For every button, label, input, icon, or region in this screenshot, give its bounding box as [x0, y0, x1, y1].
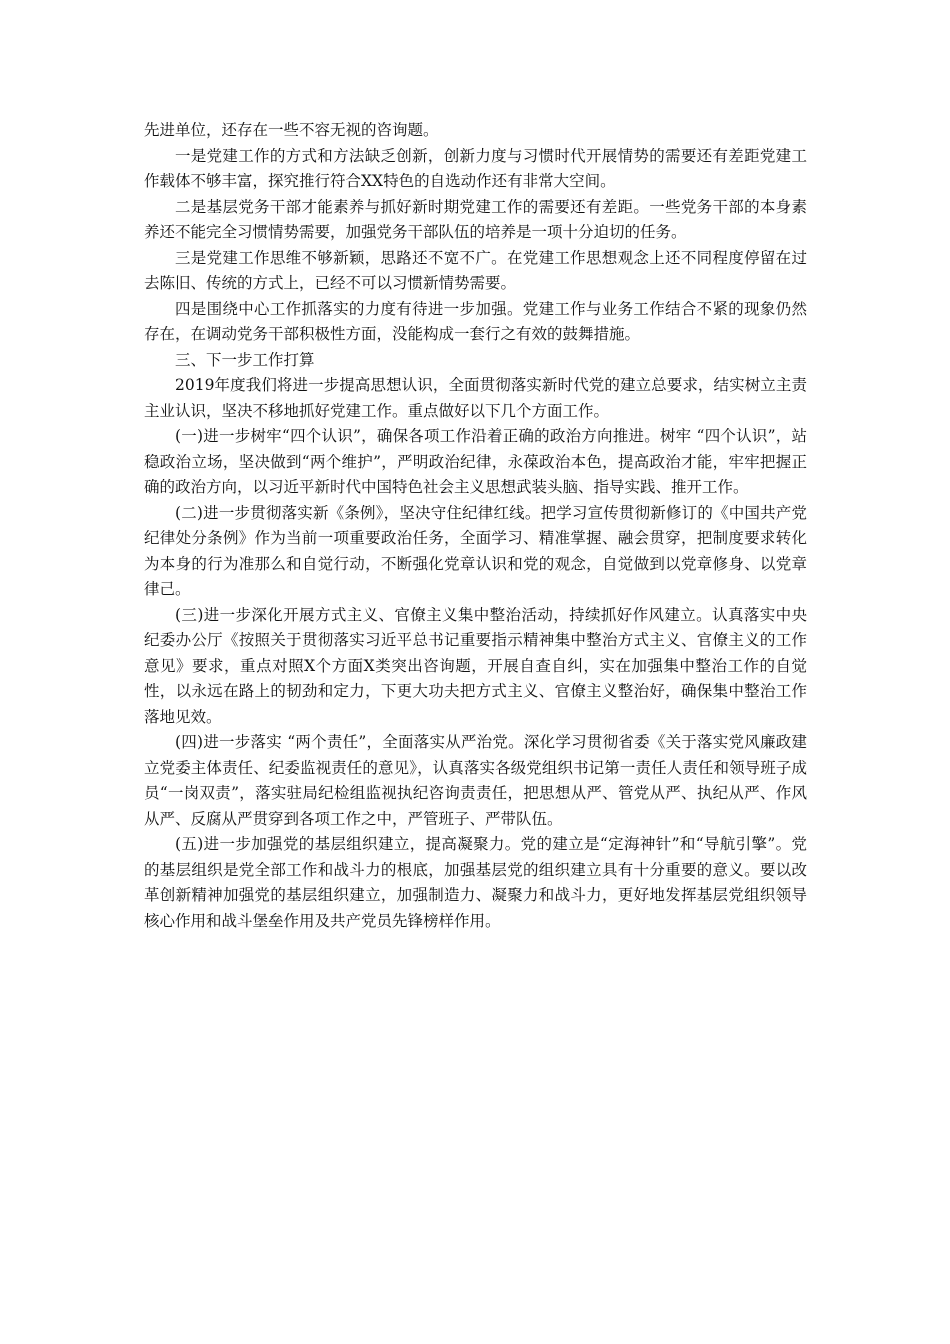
paragraph-plan-5: (五)进一步加强党的基层组织建立，提高凝聚力。党的建立是“定海神针”和“导航引擎”。党的基层组织是党全部工作和战斗力的根底，加强基层党的组织建立具有十分重要的意义。要以改革创新精神加强党的基层组织建立，加强制造力、凝聚力和战斗力，更好地发挥基层党组织领导核心作用和战斗堡垒作用及共产党员先锋榜样作用。: [144, 835, 807, 930]
document-body: [144, 118, 807, 934]
paragraph-problem-1: 一是党建工作的方式和方法缺乏创新，创新力度与习惯时代开展情势的需要还有差距党建工作载体不够丰富，探究推行符合XX特色的自选动作还有非常大空间。: [144, 146, 807, 190]
paragraph-plan-3: (三)进一步深化开展方式主义、官僚主义集中整治活动，持续抓好作风建立。认真落实中央纪委办公厅《按照关于贯彻落实习近平总书记重要指示精神集中整治方式主义、官僚主义的工作意见》要求，重点对照X个方面X类突出咨询题，开展自查自纠，实在加强集中整治工作的自觉性，以永远在路上的韧劲和定力，下更大功夫把方式主义、官僚主义整治好，确保集中整治工作落地见效。: [144, 605, 807, 726]
paragraph-plan-4: (四)进一步落实 “两个责任”，全面落实从严治党。深化学习贯彻省委《关于落实党风廉政建立党委主体责任、纪委监视责任的意见》，认真落实各级党组织书记第一责任人责任和领导班子成员“一岗双责”，落实驻局纪检组监视执纪咨询责责任，把思想从严、管党从严、执纪从严、作风从严、反腐从严贯穿到各项工作之中，严管班子、严带队伍。: [144, 733, 807, 828]
paragraph-plan-intro: 2019年度我们将进一步提高思想认识，全面贯彻落实新时代党的建立总要求，结实树立主责主业认识，坚决不移地抓好党建工作。重点做好以下几个方面工作。: [144, 376, 807, 420]
section-heading-next-steps: 三、下一步工作打算: [175, 350, 315, 369]
paragraph-plan-2: (二)进一步贯彻落实新《条例》，坚决守住纪律红线。把学习宣传贯彻新修订的《中国共产党纪律处分条例》作为当前一项重要政治任务，全面学习、精准掌握、融会贯穿，把制度要求转化为本身的行为准那么和自觉行动，不断强化党章认识和党的观念，自觉做到以党章修身、以党章律己。: [144, 503, 807, 598]
paragraph-continuation: 先进单位，还存在一些不容无视的咨询题。: [144, 121, 439, 139]
paragraph-plan-1: (一)进一步树牢“四个认识”，确保各项工作沿着正确的政治方向推进。树牢 “四个认识”，站稳政治立场，坚决做到“两个维护”，严明政治纪律，永葆政治本色，提高政治才能，牢牢把握正确的政治方向，以习近平新时代中国特色社会主义思想武装头脑、指导实践、推开工作。: [144, 427, 807, 496]
paragraph-problem-2: 二是基层党务干部才能素养与抓好新时期党建工作的需要还有差距。一些党务干部的本身素养还不能完全习惯情势需要，加强党务干部队伍的培养是一项十分迫切的任务。: [144, 197, 807, 241]
paragraph-problem-3: 三是党建工作思维不够新颖，思路还不宽不广。在党建工作思想观念上还不同程度停留在过去陈旧、传统的方式上，已经不可以习惯新情势需要。: [144, 248, 807, 292]
paragraph-problem-4: 四是围绕中心工作抓落实的力度有待进一步加强。党建工作与业务工作结合不紧的现象仍然存在，在调动党务干部积极性方面，没能构成一套行之有效的鼓舞措施。: [144, 299, 807, 343]
